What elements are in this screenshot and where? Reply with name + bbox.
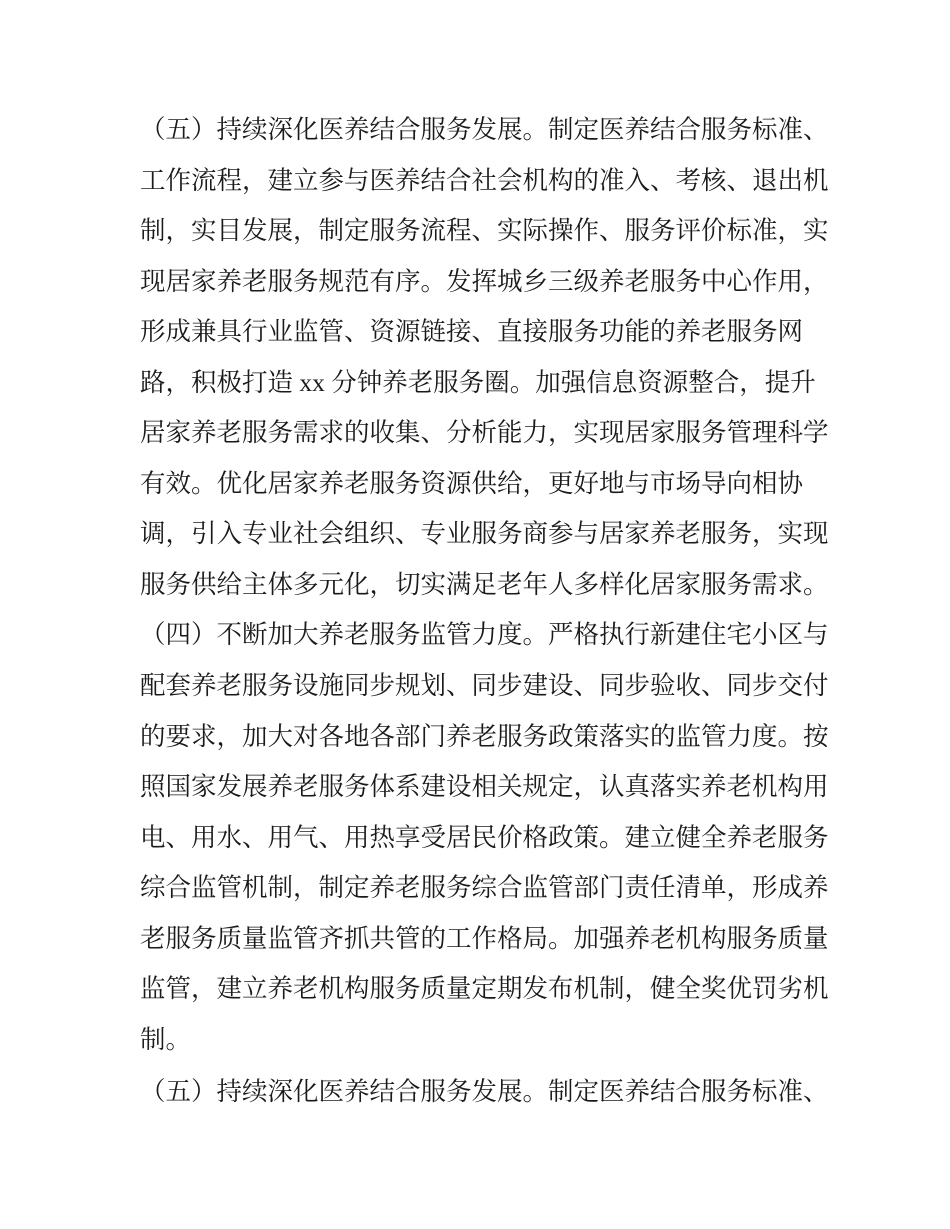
paragraph-line: 制。 [140, 1025, 192, 1054]
paragraph-line: 现居家养老服务规范有序。发挥城乡三级养老服务中心作用， [140, 267, 829, 296]
paragraph-line: 制，实目发展，制定服务流程、实际操作、服务评价标准，实 [140, 216, 829, 245]
paragraph-line: 配套养老服务设施同步规划、同步建设、同步验收、同步交付 [140, 671, 829, 700]
paragraph-line: 照国家发展养老服务体系建设相关规定，认真落实养老机构用 [140, 772, 829, 801]
paragraph-line: 形成兼具行业监管、资源链接、直接服务功能的养老服务网 [140, 317, 804, 346]
paragraph-line: （四）不断加大养老服务监管力度。严格执行新建住宅小区与 [140, 620, 829, 649]
paragraph-line: 工作流程，建立参与医养结合社会机构的准入、考核、退出机 [140, 166, 829, 195]
paragraph-line: （五）持续深化医养结合服务发展。制定医养结合服务标准、 [140, 1077, 829, 1106]
paragraph-line: 监管，建立养老机构服务质量定期发布机制，健全奖优罚劣机 [140, 974, 829, 1003]
paragraph-line: 的要求，加大对各地各部门养老服务政策落实的监管力度。按 [140, 722, 829, 751]
paragraph-line: 路，积极打造 xx 分钟养老服务圈。加强信息资源整合，提升 [140, 368, 816, 397]
paragraph-line: 老服务质量监管齐抓共管的工作格局。加强养老机构服务质量 [140, 924, 829, 953]
paragraph-line: （五）持续深化医养结合服务发展。制定医养结合服务标准、 [140, 115, 829, 144]
paragraph-line: 电、用水、用气、用热享受居民价格政策。建立健全养老服务 [140, 823, 829, 852]
paragraph-line: 调，引入专业社会组织、专业服务商参与居家养老服务，实现 [140, 519, 829, 548]
paragraph-line: 服务供给主体多元化，切实满足老年人多样化居家服务需求。 [140, 570, 829, 599]
paragraph-line: 综合监管机制，制定养老服务综合监管部门责任清单，形成养 [140, 873, 829, 902]
paragraph-line: 有效。优化居家养老服务资源供给，更好地与市场导向相协 [140, 469, 804, 498]
paragraph-line: 居家养老服务需求的收集、分析能力，实现居家服务管理科学 [140, 418, 829, 447]
